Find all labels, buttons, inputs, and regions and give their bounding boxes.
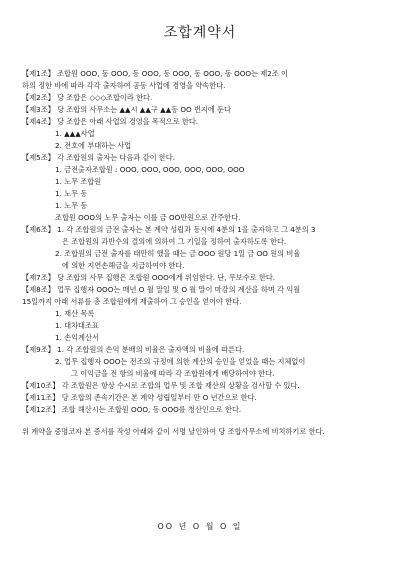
clause-line: 조합원 OOO의 노무 출자는 이를 금 OO만원으로 간주한다. xyxy=(55,213,241,222)
clause-line: 【제1조】 조합원 OOO, 동 OOO, 동 OOO, 동 OOO, 동 OOO, 동 OOO는 제2조 이 xyxy=(22,69,288,78)
clause-line: 2. 조합원의 금전 출자를 태만히 했을 때는 금 OOO 원당 1일 금 OO 원의 비율 xyxy=(55,249,301,258)
signing-date: OO 년 O 월 O 일 xyxy=(157,522,243,531)
clause-lines xyxy=(22,68,382,416)
clause-line: 15일까지 아래 서류를 총 조합원에게 제출하여 그 승인을 얻어야 한다. xyxy=(22,297,242,306)
clause-line: 【제4조】 당 조합은 아래 사업의 경영을 목적으로 한다. xyxy=(22,117,199,126)
clause-line: 1. 노무 조합원 xyxy=(55,177,102,186)
clause-line: 【제6조】 1. 각 조합원의 금전 출자는 본 계약 성립과 동시에 4분의 1을 출자하고 그 4분의 3 xyxy=(22,225,316,234)
clause-line: 【제11조】 당 조합의 존속기간은 본 계약 성립일부터 만 O 년간으로 한다. xyxy=(22,393,257,402)
clause-line: 【제7조】 당 조합의 사무 집행은 조합원 OOO에게 위임한다. 단, 무보수로 한다. xyxy=(22,273,276,282)
clause-line: 하의 정한 바에 따라 각각 출자하여 공동 사업에 경영을 약속한다. xyxy=(22,81,226,90)
clause-line: 1. 손익계산서 xyxy=(55,333,99,342)
contract-body xyxy=(22,68,382,438)
clause-line: 1. ▲▲▲사업 xyxy=(55,129,95,138)
clause-line: 1. 재산 목록 xyxy=(55,309,95,318)
clause-line: 【제12조】 조합 해산시는 조합원 OOO, 동 OOO를 청산인으로 한다. xyxy=(22,405,242,414)
clause-line: 1. 금전출자조합원 : OOO, OOO, OOO, OOO, OOO, OOO xyxy=(55,165,245,174)
clause-line: 1. 대차대조표 xyxy=(55,321,99,330)
clause-line: 1. 노무 동 xyxy=(55,189,88,198)
clause-line: 【제10조】 각 조합원은 항상 수시로 조합의 업무 및 조합 재산의 상황을 검사할 수 있다. xyxy=(22,381,300,390)
clause-line: 【제2조】 당 조합은 ◇◇◇조합이라 한다. xyxy=(22,93,153,102)
clause-line: 은 조합원의 과반수의 결의에 의하여 그 기일을 정하여 출자하도록 한다. xyxy=(62,237,287,246)
document-title: 조합계약서 xyxy=(163,25,237,41)
clause-line: 【제8조】 업무 집행자 OOO는 매년 O 월 말일 및 O 월 말이 마감의 계산을 하며 각 익월 xyxy=(22,285,301,294)
clause-line: 2. 전호에 부대하는 사업 xyxy=(55,141,132,150)
closing-statement: 위 계약을 증명코자 본 증서를 작성 아래와 같이 서명 날인하여 당 조합사무소에 비치하기로 한다. xyxy=(22,427,325,436)
clause-line: 1. 노무 동 xyxy=(55,201,88,210)
clause-line: 【제3조】 당 조합의 사무소는 ▲▲시 ▲▲구 ▲▲동 OO 번지에 둔다 xyxy=(22,105,231,114)
clause-line: 그 이익금을 전 항의 비율에 따라 각 조합원에게 배당하여야 한다. xyxy=(71,369,275,378)
clause-line: 에 의한 지연손해금을 지급하여야 한다. xyxy=(62,261,185,270)
clause-line: 【제9조】 1. 각 조합원의 손익 분배의 비율은 출자액의 비율에 따른다. xyxy=(22,345,245,354)
clause-line: 2. 업무 집행자 OOO는 전조의 규정에 의한 계산의 승인을 얻었을 때는 지체없이 xyxy=(55,357,306,366)
clause-line: 【제5조】 각 조합원의 출자는 다음과 같이 한다. xyxy=(22,153,175,162)
